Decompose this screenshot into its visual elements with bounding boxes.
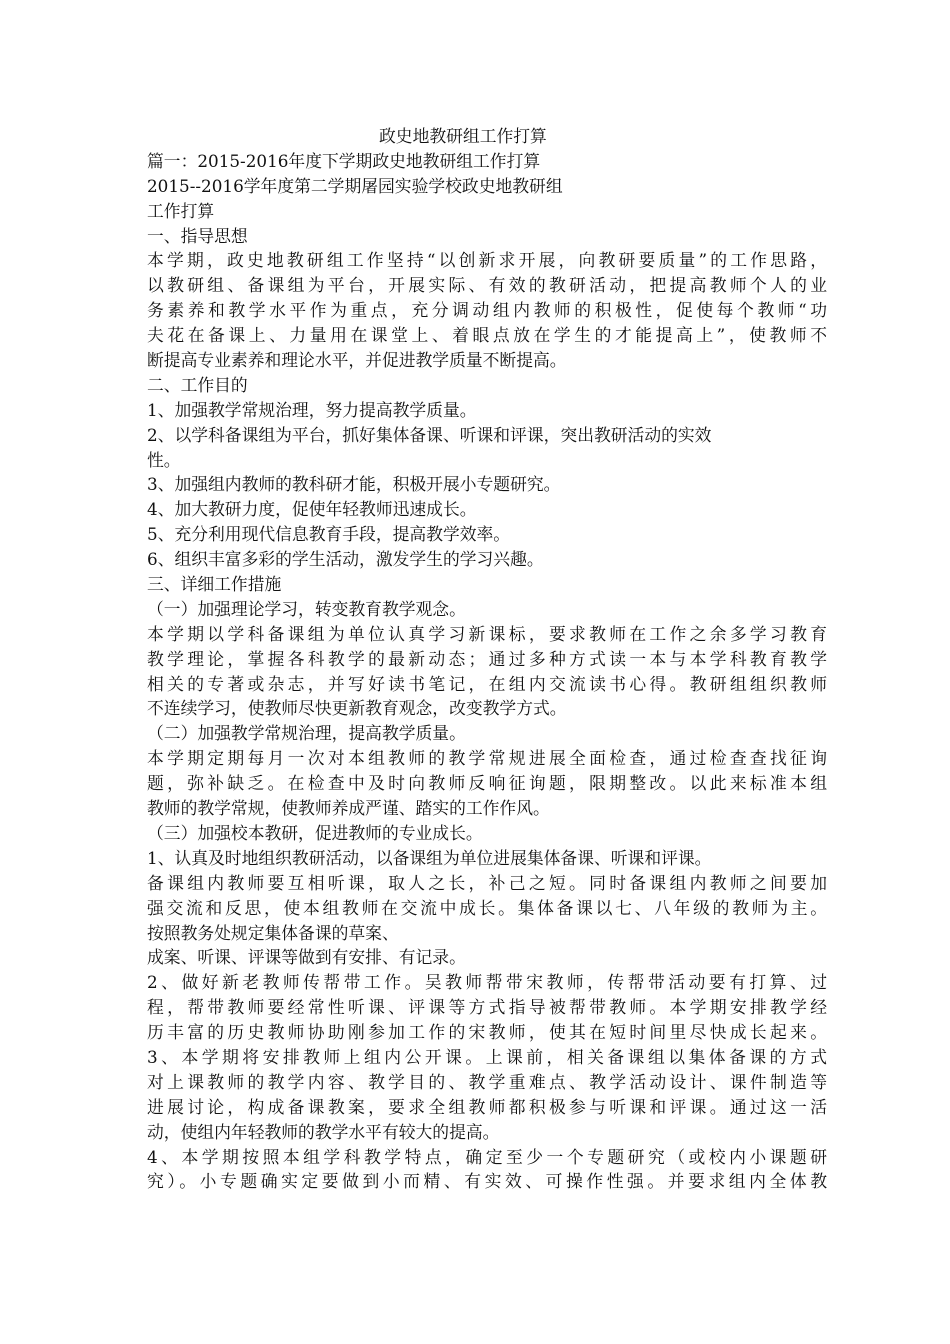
text-line: 程，帮带教师要经常性听课、评课等方式指导被帮带教师。本学期安排教学经	[147, 997, 827, 1018]
subsection-heading: （三）加强校本教研，促进教师的专业成长。	[147, 822, 483, 843]
list-item: 2、以学科备课组为平台，抓好集体备课、听课和评课，突出教研活动的实效	[147, 424, 712, 445]
text-line: 本学期，政史地教研组工作坚持“以创新求开展，向教研要质量”的工作思路，	[147, 250, 827, 271]
text-line: 成案、听课、评课等做到有安排、有记录。	[147, 947, 466, 968]
text-line: 动，使组内年轻教师的教学水平有较大的提高。	[147, 1121, 500, 1142]
text-line: 教师的教学常规，使教师养成严谨、踏实的工作作风。	[147, 798, 550, 819]
text-line: 本学期定期每月一次对本组教师的教学常规进展全面检查，通过检查查找征询	[147, 748, 827, 769]
section-heading: 一、指导思想	[147, 225, 248, 246]
text-line: 究）。小专题确实定要做到小而精、有实效、可操作性强。并要求组内全体教	[147, 1171, 827, 1192]
list-item: 6、组织丰富多彩的学生活动，激发学生的学习兴趣。	[147, 549, 544, 570]
text-line: 以教研组、备课组为平台，开展实际、有效的教研活动，把提高教师个人的业	[147, 275, 827, 296]
text-line: 本学期以学科备课组为单位认真学习新课标，要求教师在工作之余多学习教育	[147, 623, 827, 644]
text-line: 2015--2016学年度第二学期屠园实验学校政史地教研组	[147, 175, 563, 196]
list-item: 1、认真及时地组织教研活动，以备课组为单位进展集体备课、听课和评课。	[147, 847, 712, 868]
list-item: 3、加强组内教师的教科研才能，积极开展小专题研究。	[147, 474, 561, 495]
section-heading: 二、工作目的	[147, 374, 248, 395]
text-line: 断提高专业素养和理论水平，并促进教学质量不断提高。	[147, 350, 567, 371]
text-line: 进展讨论，构成备课教案，要求全组教师都积极参与听课和评课。通过这一活	[147, 1096, 827, 1117]
document-title: 政史地教研组工作打算	[379, 126, 547, 146]
subsection-heading: （二）加强教学常规治理，提高教学质量。	[147, 723, 466, 744]
document-body	[147, 124, 827, 1194]
text-line: 教学理论，掌握各科教学的最新动态；通过多种方式读一本与本学科教育教学	[147, 648, 827, 669]
text-line: 相关的专著或杂志，并写好读书笔记，在组内交流读书心得。教研组组织教师	[147, 673, 827, 694]
text-line: 历丰富的历史教师协助刚参加工作的宋教师，使其在短时间里尽快成长起来。	[147, 1022, 827, 1043]
list-item: 4、本学期按照本组学科教学特点，确定至少一个专题研究（或校内小课题研	[147, 1146, 827, 1167]
list-item: 2、做好新老教师传帮带工作。吴教师帮带宋教师，传帮带活动要有打算、过	[147, 972, 827, 993]
text-line: 性。	[147, 449, 181, 470]
list-item: 4、加大教研力度，促使年轻教师迅速成长。	[147, 499, 477, 520]
text-line: 夫花在备课上、力量用在课堂上、着眼点放在学生的才能提高上”，使教师不	[147, 325, 827, 346]
text-line: 备课组内教师要互相听课，取人之长，补己之短。同时备课组内教师之间要加	[147, 872, 827, 893]
list-item: 3、本学期将安排教师上组内公开课。上课前，相关备课组以集体备课的方式	[147, 1046, 827, 1067]
text-line: 对上课教师的教学内容、教学目的、教学重难点、教学活动设计、课件制造等	[147, 1071, 827, 1092]
text-line: 不连续学习，使教师尽快更新教育观念，改变教学方式。	[147, 698, 567, 719]
text-line: 务素养和教学水平作为重点，充分调动组内教师的积极性，促使每个教师“功	[147, 300, 827, 321]
section-heading: 三、详细工作措施	[147, 574, 282, 595]
list-item: 5、充分利用现代信息教育手段，提高教学效率。	[147, 524, 511, 545]
list-item: 1、加强教学常规治理，努力提高教学质量。	[147, 399, 477, 420]
text-line: 题，弥补缺乏。在检查中及时向教师反响征询题，限期整改。以此来标准本组	[147, 773, 827, 794]
text-line: 按照教务处规定集体备课的草案、	[147, 922, 399, 943]
text-line: 篇一：2015-2016年度下学期政史地教研组工作打算	[147, 150, 541, 171]
subsection-heading: （一）加强理论学习，转变教育教学观念。	[147, 598, 466, 619]
text-line: 工作打算	[147, 200, 215, 221]
text-line: 强交流和反思，使本组教师在交流中成长。集体备课以七、八年级的教师为主。	[147, 897, 827, 918]
